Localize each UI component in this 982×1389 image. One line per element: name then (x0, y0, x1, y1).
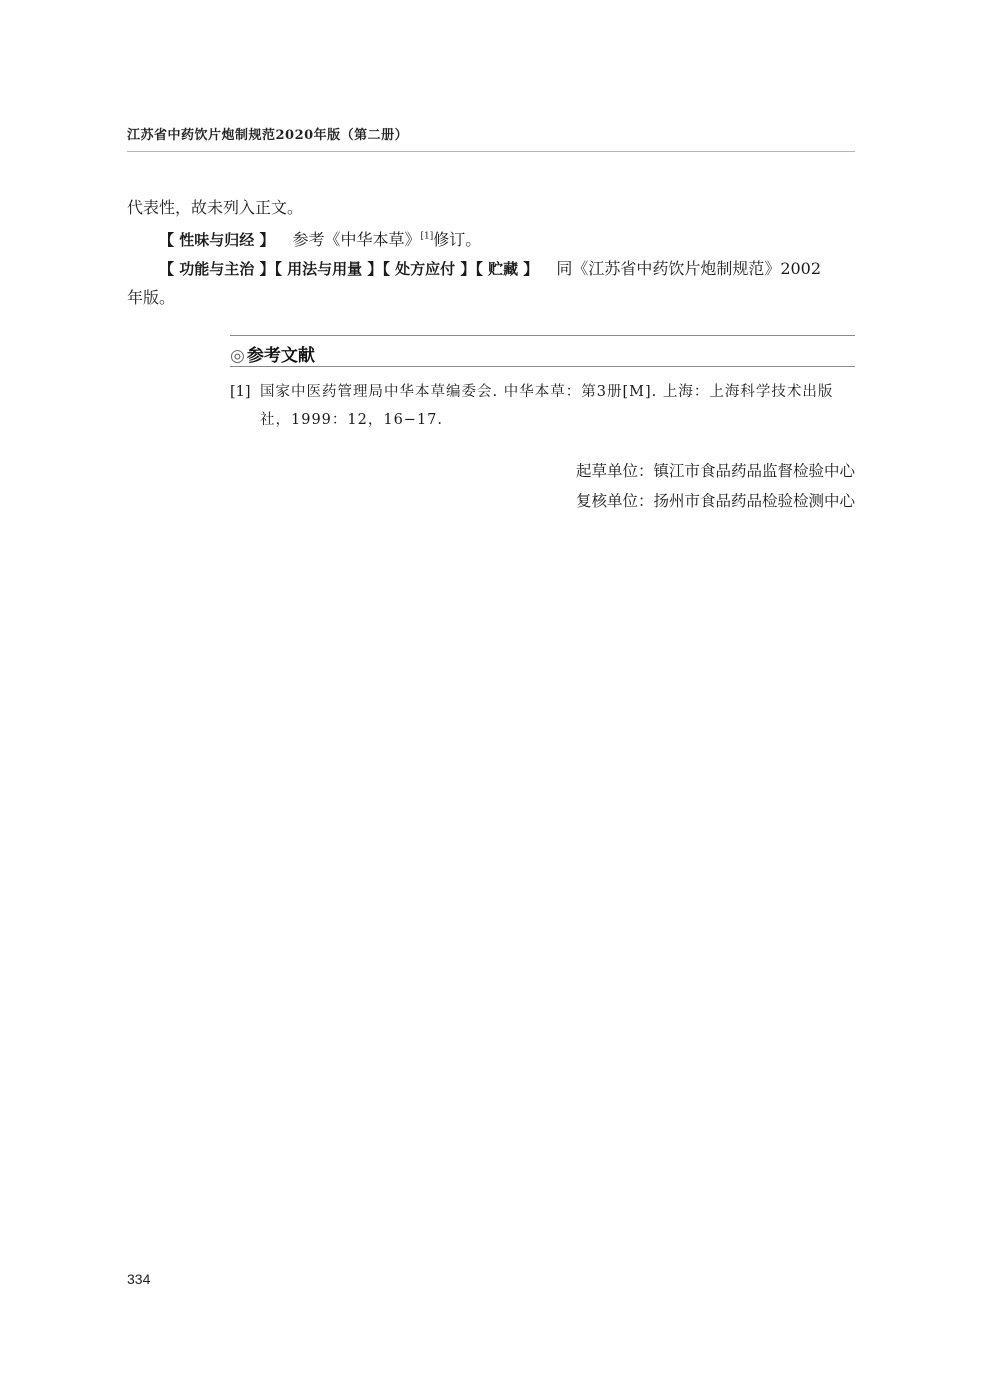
page-number: 334 (127, 1271, 151, 1287)
reference-entry (230, 378, 855, 434)
references-top-rule (230, 335, 855, 336)
term-functions: 【 功能与主治 】 (159, 260, 275, 278)
references-bottom-rule (230, 366, 855, 367)
term-usage: 【 用法与用量 】 (274, 260, 383, 278)
reference-number: [1] (230, 384, 251, 400)
functions-text-continued: 年版。 (127, 288, 176, 307)
reference-text: 国家中医药管理局中华本草编委会. 中华本草：第3册[M]. 上海：上海科学技术出版社，1999：12，16−17. (260, 384, 834, 428)
section-functions (127, 254, 855, 284)
section-taste-meridian (127, 225, 855, 255)
taste-text: 参考《中华本草》 (292, 230, 421, 249)
term-storage: 【 贮藏 】 (475, 260, 539, 278)
bullseye-icon: ◎ (230, 346, 245, 366)
review-unit: 复核单位：扬州市食品药品检验检测中心 (575, 492, 855, 510)
citation-marker: [1] (420, 231, 434, 242)
functions-text: 同《江苏省中药饮片炮制规范》2002 (556, 259, 822, 278)
header-divider (127, 151, 855, 152)
term-prescription: 【 处方应付 】 (382, 260, 476, 278)
drafting-unit: 起草单位：镇江市食品药品监督检验中心 (575, 462, 855, 480)
references-heading (230, 341, 315, 366)
taste-text-end: 修订。 (433, 230, 482, 249)
body-line-1: 代表性，故未列入正文。 (127, 198, 304, 217)
running-header: 江苏省中药饮片炮制规范2020年版（第二册） (127, 128, 409, 143)
references-title: 参考文献 (246, 346, 315, 366)
term-taste-meridian: 【 性味与归经 】 (159, 231, 275, 249)
